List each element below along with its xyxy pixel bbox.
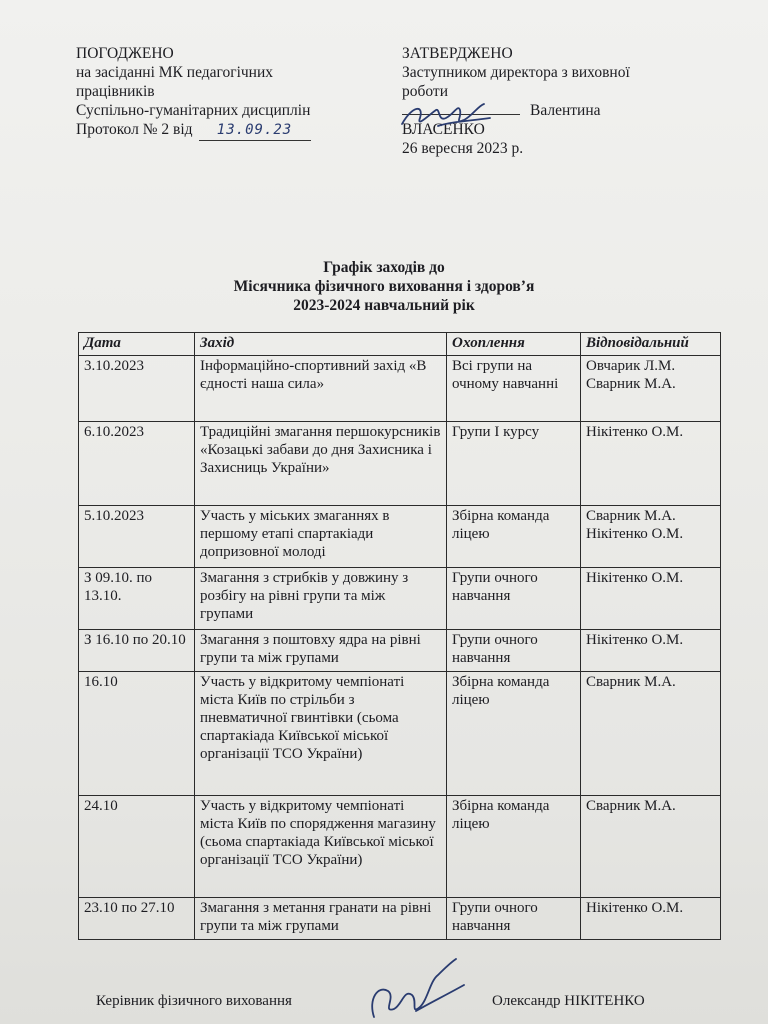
cell-responsible: Нікітенко О.М. — [581, 422, 721, 506]
table-row — [79, 630, 721, 672]
table-row — [79, 672, 721, 796]
table-row — [79, 898, 721, 940]
cell-date: З 16.10 по 20.10 — [79, 630, 195, 672]
cell-event: Змагання з поштовху ядра на рівні групи та між групами — [195, 630, 447, 672]
cell-date: 3.10.2023 — [79, 356, 195, 422]
cell-coverage: Збірна команда ліцею — [447, 672, 581, 796]
cell-coverage: Групи очного навчання — [447, 898, 581, 940]
table-header-row — [79, 333, 721, 356]
approval-line: роботи — [402, 83, 449, 100]
cell-responsible: Нікітенко О.М. — [581, 898, 721, 940]
table-row — [79, 356, 721, 422]
table-row — [79, 422, 721, 506]
table-row — [79, 796, 721, 898]
cell-event: Участь у відкритому чемпіонаті міста Київ по спорядження магазину (сьома спартакіада Київської міської організації ТСО України) — [195, 796, 447, 898]
signer-last-name: ВЛАСЕНКО — [402, 121, 485, 138]
title-line-1: Графік заходів до — [323, 259, 445, 276]
events-schedule-table — [78, 332, 721, 940]
cell-coverage: Збірна команда ліцею — [447, 506, 581, 568]
protocol-date-handwritten: 13.09.23 — [199, 121, 311, 141]
protocol-label: Протокол № 2 від — [76, 121, 193, 138]
cell-event: Змагання з метання гранати на рівні групи та між групами — [195, 898, 447, 940]
cell-date: З 09.10. по 13.10. — [79, 568, 195, 630]
header-date: Дата — [79, 333, 195, 356]
approval-line: на засіданні МК педагогічних — [76, 64, 274, 81]
cell-coverage: Групи очного навчання — [447, 568, 581, 630]
approval-heading: ЗАТВЕРДЖЕНО — [402, 45, 513, 62]
title-line-2: Місячника фізичного виховання і здоров’я — [233, 278, 535, 295]
cell-date: 6.10.2023 — [79, 422, 195, 506]
cell-event: Традиційні змагання першокурсників «Козацькі забави до дня Захисника і Захисниць України» — [195, 422, 447, 506]
cell-responsible: Нікітенко О.М. — [581, 630, 721, 672]
cell-coverage: Групи І курсу — [447, 422, 581, 506]
cell-event: Участь у міських змаганнях в першому етапі спартакіади допризовної молоді — [195, 506, 447, 568]
header-event: Захід — [195, 333, 447, 356]
approval-line: Суспільно-гуманітарних дисциплін — [76, 102, 311, 119]
approval-date: 26 вересня 2023 р. — [402, 140, 524, 157]
cell-event: Змагання з стрибків у довжину з розбігу на рівні групи та між групами — [195, 568, 447, 630]
approval-line: працівників — [76, 83, 155, 100]
approval-block-left — [76, 44, 311, 141]
head-signature — [360, 955, 470, 1024]
cell-coverage: Групи очного навчання — [447, 630, 581, 672]
header-responsible: Відповідальний — [581, 333, 721, 356]
cell-responsible: Овчарик Л.М. Сварник М.А. — [581, 356, 721, 422]
cell-date: 16.10 — [79, 672, 195, 796]
cell-date: 24.10 — [79, 796, 195, 898]
cell-coverage: Всі групи на очному навчанні — [447, 356, 581, 422]
cell-responsible: Сварник М.А. — [581, 796, 721, 898]
footer-role: Керівник фізичного виховання — [96, 993, 292, 1009]
approval-line: Заступником директора з виховної — [402, 64, 630, 81]
signer-first-name: Валентина — [530, 102, 601, 119]
header-coverage: Охоплення — [447, 333, 581, 356]
cell-responsible: Сварник М.А. Нікітенко О.М. — [581, 506, 721, 568]
footer-name: Олександр НІКІТЕНКО — [492, 993, 645, 1009]
document-title — [0, 258, 768, 315]
cell-date: 5.10.2023 — [79, 506, 195, 568]
cell-responsible: Нікітенко О.М. — [581, 568, 721, 630]
table-row — [79, 506, 721, 568]
title-line-3: 2023-2024 навчальний рік — [293, 297, 475, 314]
cell-responsible: Сварник М.А. — [581, 672, 721, 796]
deputy-signature — [398, 100, 498, 136]
cell-event: Участь у відкритому чемпіонаті міста Київ по стрільби з пневматичної гвинтівки (сьома спартакіада Київської міської організації ТСО України) — [195, 672, 447, 796]
table-row — [79, 568, 721, 630]
cell-coverage: Збірна команда ліцею — [447, 796, 581, 898]
cell-date: 23.10 по 27.10 — [79, 898, 195, 940]
approval-heading: ПОГОДЖЕНО — [76, 45, 174, 62]
cell-event: Інформаційно-спортивний захід «В єдності наша сила» — [195, 356, 447, 422]
protocol-line — [76, 120, 311, 141]
